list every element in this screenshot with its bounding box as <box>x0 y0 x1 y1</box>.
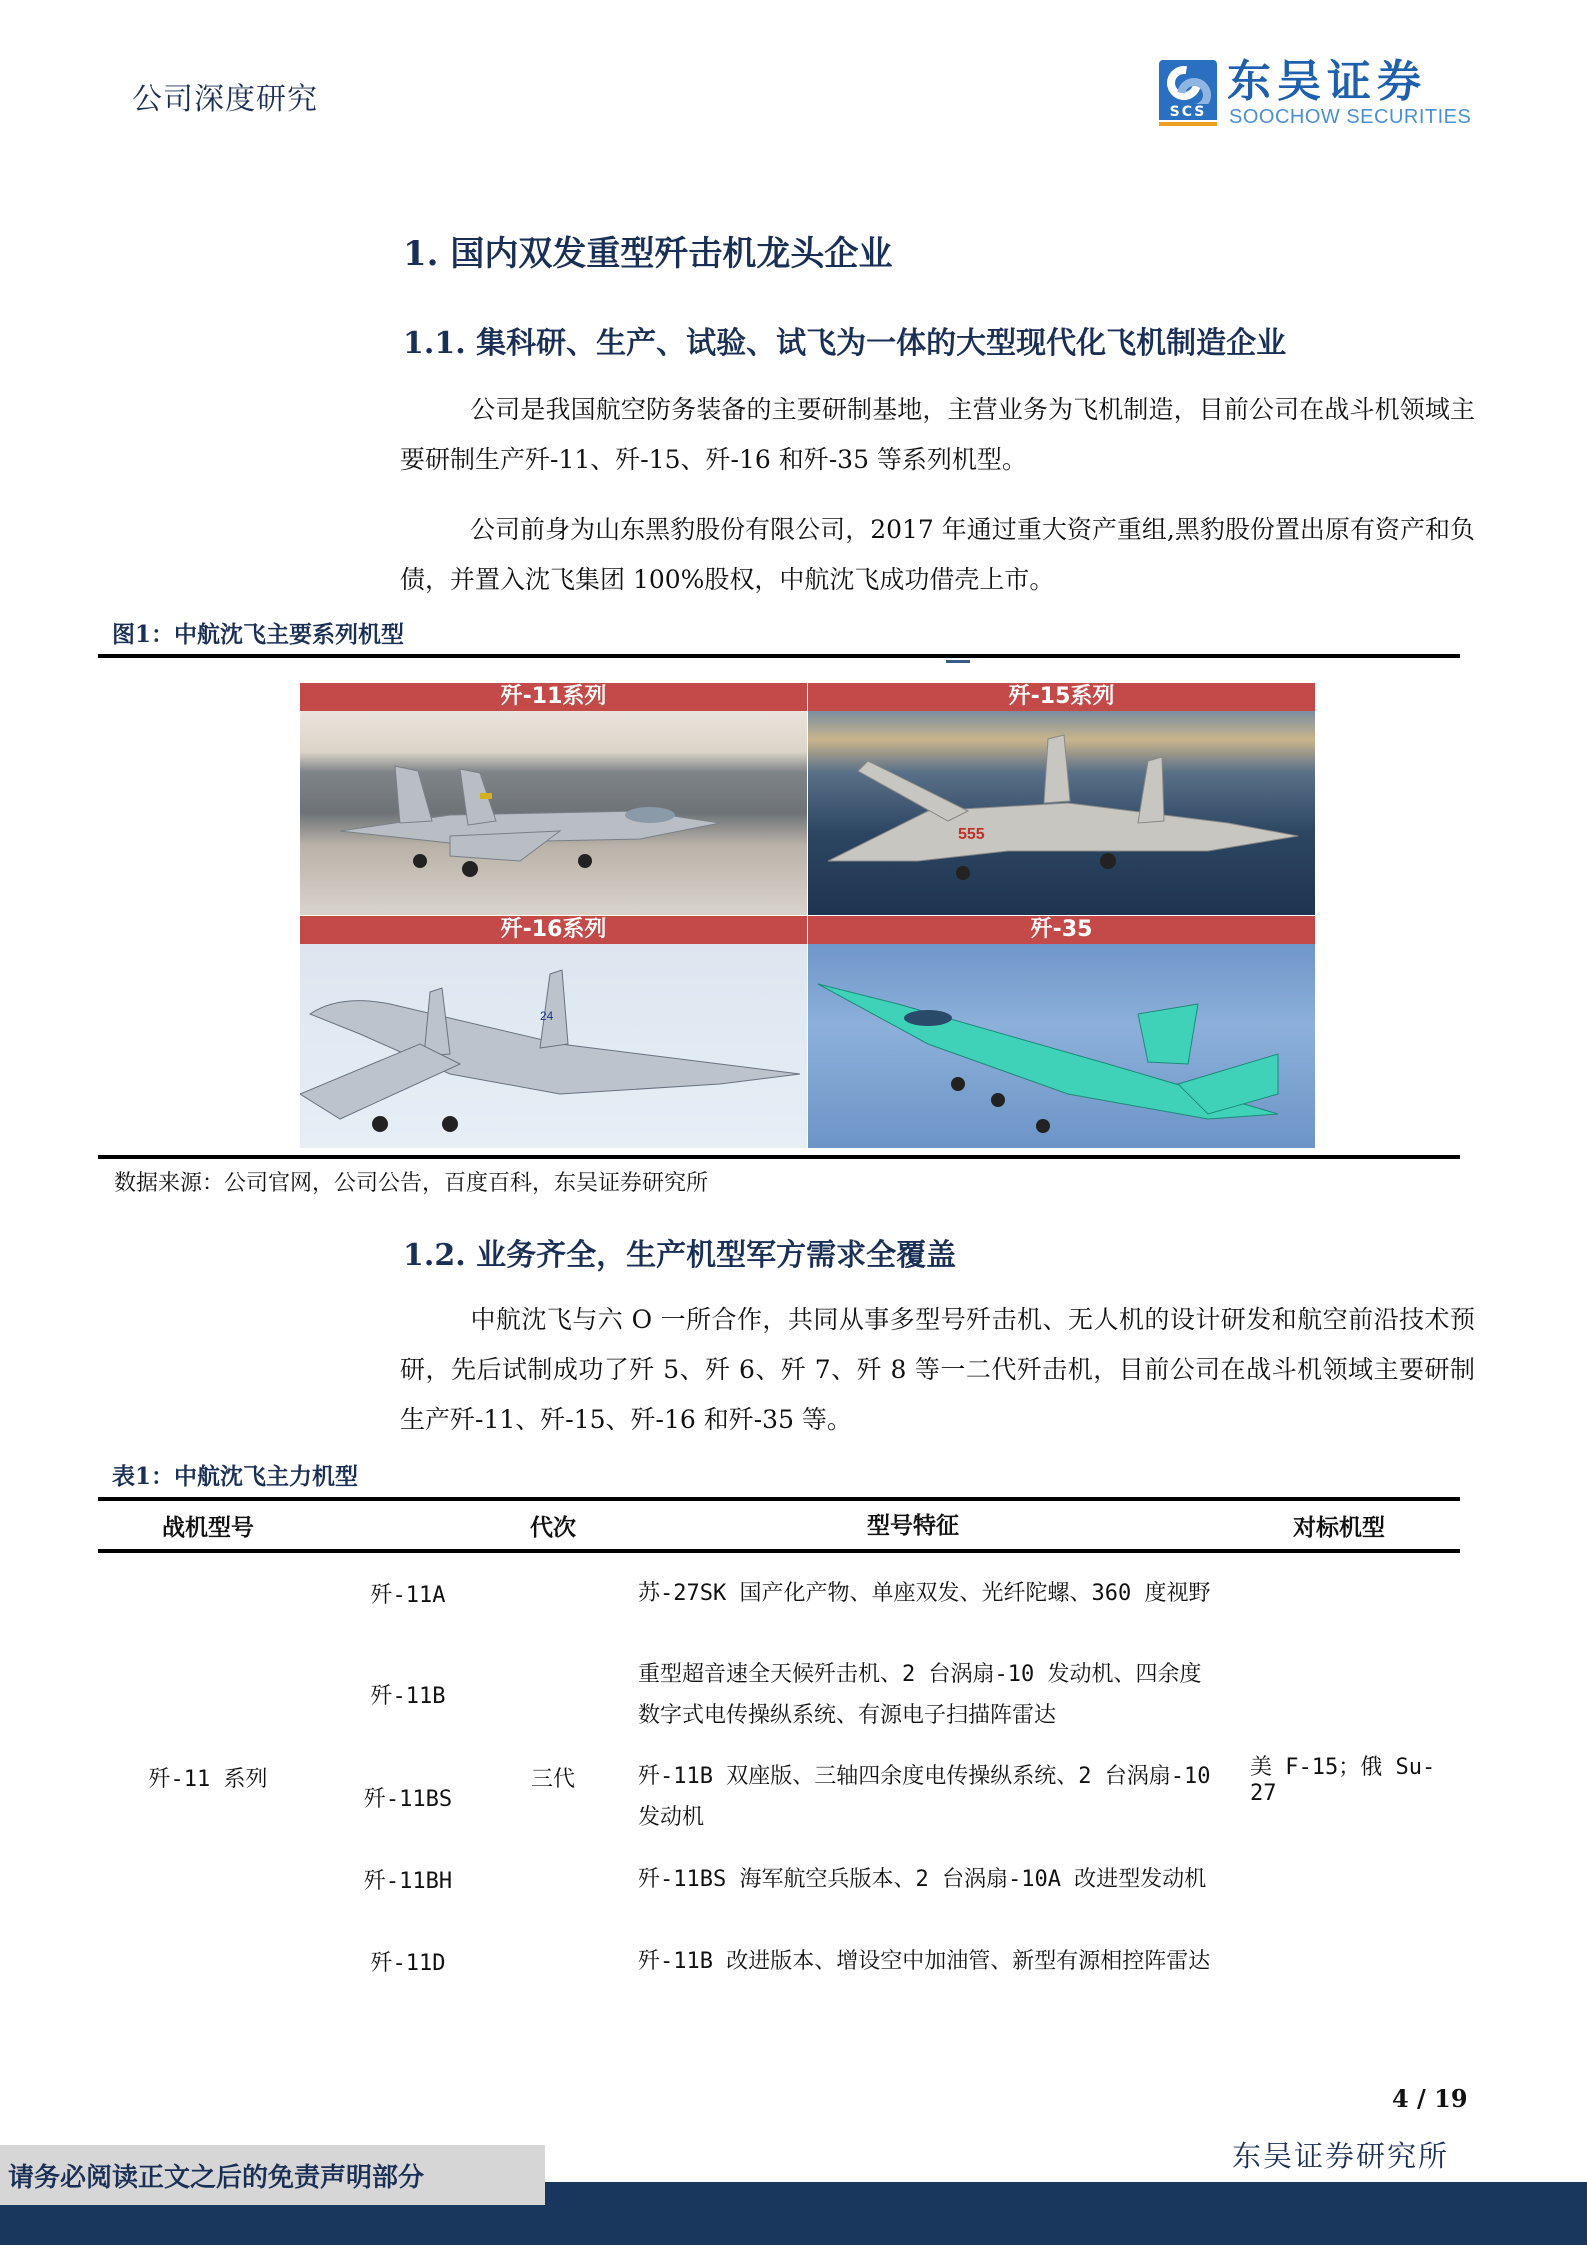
subsection-title-1-2: 1.2. 业务齐全，生产机型军方需求全覆盖 <box>403 1238 957 1273</box>
aircraft-models-table <box>98 1497 1460 2002</box>
feature-cell: 歼-11B 改进版本、增设空中加油管、新型有源相控阵雷达 <box>638 1948 1211 1974</box>
generation-cell: 三代 <box>530 1767 575 1792</box>
svg-text:24: 24 <box>540 1009 554 1023</box>
model-cell: 歼-11D <box>370 1950 446 1976</box>
feature-cell: 重型超音速全天候歼击机、2 台涡扇-10 发动机、四余度数字式电传操纵系统、有源电子扫描阵雷达 <box>638 1661 1202 1728</box>
model-cell: 歼-11B <box>370 1684 446 1709</box>
section-title: 1. 国内双发重型歼击机龙头企业 <box>403 234 893 274</box>
figure-caption: 图1：中航沈飞主要系列机型 <box>112 621 405 648</box>
page-number: 4 / 19 <box>1392 2084 1468 2113</box>
svg-text:555: 555 <box>958 826 985 843</box>
j15-photo <box>808 711 1315 915</box>
model-cell: 歼-11A <box>370 1582 446 1608</box>
figure-panel-j35 <box>808 916 1315 1148</box>
figure-source-note: 数据来源：公司官网，公司公告，百度百科，东吴证券研究所 <box>114 1171 709 1196</box>
header-features: 型号特征 <box>608 1499 1218 1551</box>
feature-cell: 歼-11BS 海军航空兵版本、2 台涡扇-10A 改进型发动机 <box>638 1866 1207 1892</box>
feature-cell: 苏-27SK 国产化产物、单座双发、光纤陀螺、360 度视野 <box>638 1580 1211 1606</box>
benchmark-cell: 美 F-15；俄 Su-27 <box>1250 1754 1436 1806</box>
panel-label: 歼-15系列 <box>808 683 1315 711</box>
figure-panel-j16 <box>300 916 807 1148</box>
panel-label: 歼-11系列 <box>300 683 807 711</box>
header-generation: 代次 <box>498 1499 608 1551</box>
panel-label: 歼-35 <box>808 916 1315 944</box>
paragraph-2: 公司前身为山东黑豹股份有限公司，2017 年通过重大资产重组,黑豹股份置出原有资产和负债，并置入沈飞集团 100%股权，中航沈飞成功借壳上市。 <box>400 515 1475 594</box>
disclaimer-text: 请务必阅读正文之后的免责声明部分 <box>8 2163 425 2193</box>
series-cell: 歼-11 系列 <box>148 1767 268 1792</box>
figure-bottom-rule <box>98 1155 1460 1159</box>
model-cell: 歼-11BH <box>363 1868 453 1894</box>
table-row <box>98 1551 1460 1633</box>
panel-label: 歼-16系列 <box>300 916 807 944</box>
figure-panel-j11 <box>300 683 807 915</box>
paragraph-1: 公司是我国航空防务装备的主要研制基地，主营业务为飞机制造，目前公司在战斗机领域主要研制生产歼-11、歼-15、歼-16 和歼-35 等系列机型。 <box>400 395 1475 474</box>
disclaimer-box <box>0 2145 545 2205</box>
j35-photo <box>808 944 1315 1148</box>
figure-panel-j15 <box>808 683 1315 915</box>
header-aircraft-model: 战机型号 <box>98 1499 318 1551</box>
figure-marker <box>946 660 970 663</box>
table-caption: 表1：中航沈飞主力机型 <box>112 1463 359 1490</box>
j11-photo <box>300 711 807 915</box>
feature-cell: 歼-11B 双座版、三轴四余度电传操纵系统、2 台涡扇-10 发动机 <box>638 1764 1211 1830</box>
soochow-securities-logo <box>1155 58 1485 130</box>
report-type-label: 公司深度研究 <box>132 82 318 117</box>
table-header-row <box>98 1499 1460 1551</box>
logo-accent-bar <box>1159 122 1217 126</box>
model-cell: 歼-11BS <box>363 1786 453 1812</box>
figure-top-rule <box>98 654 1460 658</box>
figure-aircraft-grid <box>300 683 1315 1148</box>
logo-name-en: SOOCHOW SECURITIES <box>1229 106 1472 128</box>
j16-photo <box>300 944 807 1148</box>
header-spacer <box>318 1499 498 1551</box>
subsection-title-1-1: 1.1. 集科研、生产、试验、试飞为一体的大型现代化飞机制造企业 <box>403 326 1287 361</box>
paragraph-3: 中航沈飞与六 O 一所合作，共同从事多型号歼击机、无人机的设计研发和航空前沿技术预研，先后试制成功了歼 5、歼 6、歼 7、歼 8 等一二代歼击机，目前公司在战斗机领域主要研制生产歼-11、歼-15、歼-16 和歼-35 等。 <box>400 1305 1475 1434</box>
footer-org-name: 东吴证券研究所 <box>1232 2139 1450 2173</box>
logo-mark-text: SCS <box>1159 104 1217 120</box>
header-benchmark: 对标机型 <box>1218 1499 1460 1551</box>
logo-name-cn: 东吴证券 <box>1227 56 1427 107</box>
